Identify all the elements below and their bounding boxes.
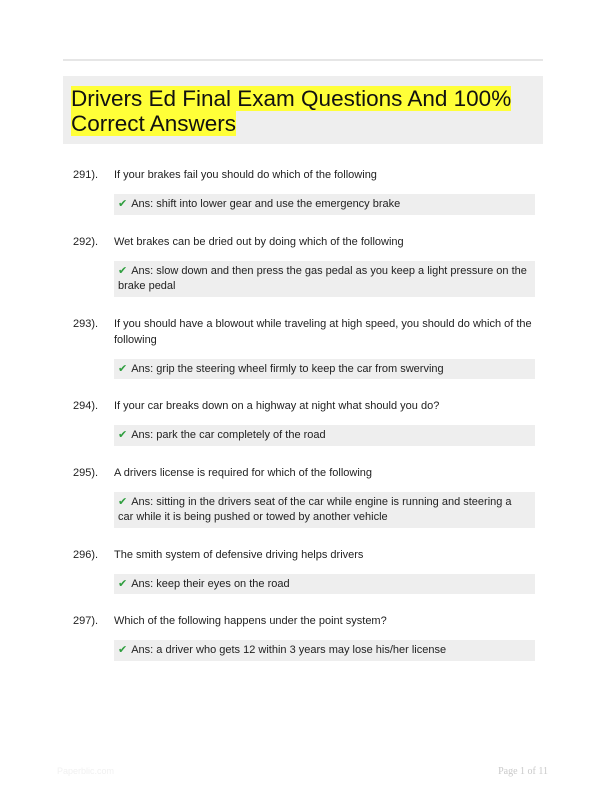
check-icon: ✔ <box>118 197 128 210</box>
title-highlight: Drivers Ed Final Exam Questions And 100% Correct Answers <box>71 86 512 136</box>
question-number: 295). <box>73 466 99 479</box>
title-block <box>63 76 543 144</box>
answer-text: Ans: grip the steering wheel firmly to keep the car from swerving <box>131 362 444 375</box>
check-icon: ✔ <box>118 263 128 277</box>
question-item <box>73 398 535 446</box>
footer-watermark: Paperblic.com <box>57 766 115 776</box>
answer-box <box>114 194 535 215</box>
answer-text: Ans: park the car completely of the road <box>131 429 326 441</box>
question-number: 293). <box>73 317 99 330</box>
document-title <box>71 86 533 136</box>
question-number: 296). <box>73 548 99 561</box>
question-number: 291). <box>73 169 99 181</box>
answer-text: Ans: slow down and then press the gas pedal as you keep a light pressure on the brake pedal <box>118 264 527 292</box>
top-divider <box>63 59 543 61</box>
question-item <box>73 547 535 595</box>
check-icon: ✔ <box>118 576 128 590</box>
answer-box <box>114 359 535 380</box>
question-text: If you should have a blowout while traveling at high speed, you should do which of the following <box>114 317 532 346</box>
check-icon: ✔ <box>118 494 128 508</box>
answer-text: Ans: shift into lower gear and use the emergency brake <box>131 198 401 210</box>
question-number: 294). <box>73 400 99 412</box>
answer-text: Ans: keep their eyes on the road <box>131 577 290 590</box>
question-text: If your car breaks down on a highway at night what should you do? <box>114 400 440 412</box>
check-icon: ✔ <box>118 361 128 375</box>
answer-text: Ans: sitting in the drivers seat of the car while engine is running and steering a car while it is being pushed or towed by another vehicle <box>118 495 512 523</box>
answer-text: Ans: a driver who gets 12 within 3 years may lose his/her license <box>131 644 447 656</box>
question-text: If your brakes fail you should do which of the following <box>114 169 377 181</box>
question-text: Wet brakes can be dried out by doing which of the following <box>114 235 404 248</box>
question-item <box>73 316 535 380</box>
check-icon: ✔ <box>118 428 128 441</box>
question-item <box>73 234 535 297</box>
question-item <box>73 613 535 661</box>
question-item <box>73 167 535 215</box>
answer-box <box>114 574 535 595</box>
page-number: Page 1 of 11 <box>498 766 548 777</box>
answer-box <box>114 261 535 297</box>
question-list <box>73 167 535 680</box>
answer-box <box>114 492 535 528</box>
question-number: 292). <box>73 235 99 248</box>
question-text: Which of the following happens under the point system? <box>114 615 387 627</box>
question-item <box>73 465 535 528</box>
answer-box <box>114 640 535 661</box>
check-icon: ✔ <box>118 643 128 656</box>
answer-box <box>114 425 535 446</box>
question-text: The smith system of defensive driving helps drivers <box>114 548 364 561</box>
question-text: A drivers license is required for which of the following <box>114 466 373 479</box>
question-number: 297). <box>73 615 99 627</box>
